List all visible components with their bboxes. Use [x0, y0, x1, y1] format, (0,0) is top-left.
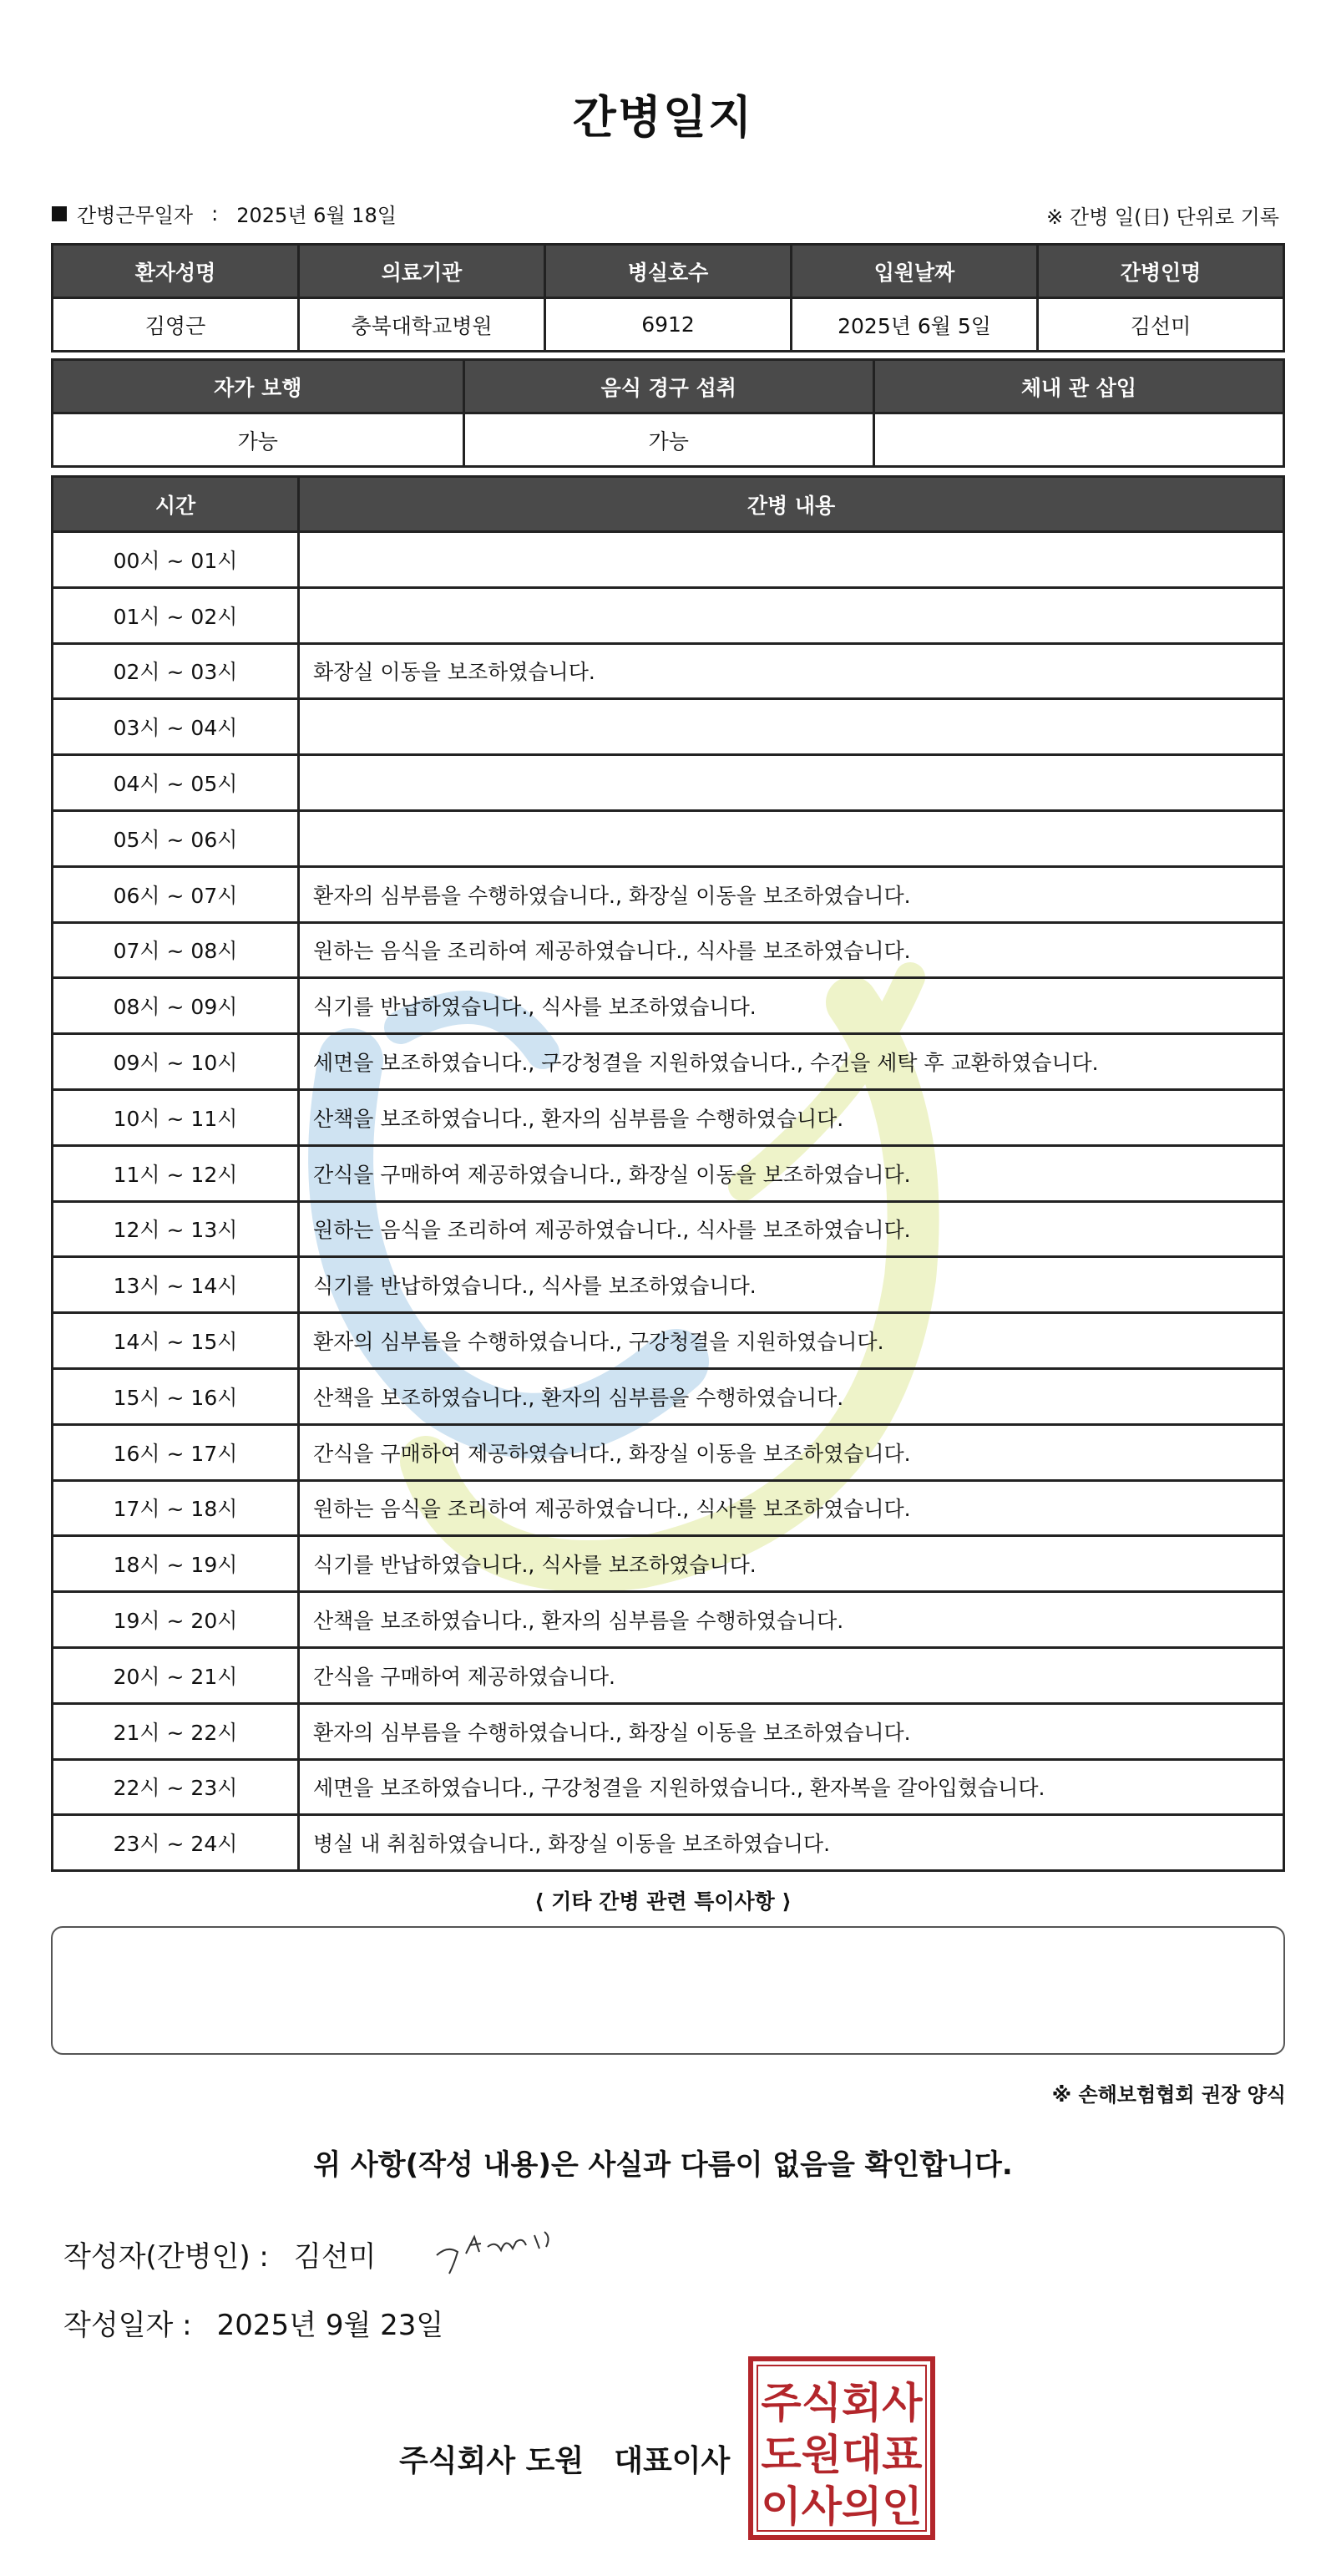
time-slot: 02시 ~ 03시 — [53, 643, 299, 699]
header-care-content: 간병 내용 — [299, 477, 1284, 532]
table-row — [53, 1368, 1284, 1424]
patient-info-table — [51, 243, 1285, 352]
time-slot: 05시 ~ 06시 — [53, 810, 299, 866]
written-date-label: 작성일자 : — [63, 2309, 192, 2342]
care-content: 병실 내 취침하였습니다., 화장실 이동을 보조하였습니다. — [299, 1815, 1284, 1871]
seal-line-2: 도원대표 — [761, 2431, 923, 2479]
care-content: 간식을 구매하여 제공하였습니다., 화장실 이동을 보조하였습니다. — [299, 1145, 1284, 1201]
work-date-row — [52, 199, 397, 228]
table-row — [53, 1201, 1284, 1257]
bullet-square-icon — [52, 206, 67, 221]
table-row — [53, 1759, 1284, 1815]
table-row — [53, 1145, 1284, 1201]
time-slot: 18시 ~ 19시 — [53, 1536, 299, 1592]
care-content: 산책을 보조하였습니다., 환자의 심부름을 수행하였습니다. — [299, 1089, 1284, 1145]
care-content: 원하는 음식을 조리하여 제공하였습니다., 식사를 보조하였습니다. — [299, 922, 1284, 978]
care-content: 식기를 반납하였습니다., 식사를 보조하였습니다. — [299, 1257, 1284, 1313]
table-row — [53, 978, 1284, 1034]
time-slot: 20시 ~ 21시 — [53, 1647, 299, 1703]
care-content: 식기를 반납하였습니다., 식사를 보조하였습니다. — [299, 978, 1284, 1034]
care-content: 식기를 반납하였습니다., 식사를 보조하였습니다. — [299, 1536, 1284, 1592]
table-row — [53, 587, 1284, 643]
table-row — [53, 1815, 1284, 1871]
seal-line-3: 이사의인 — [761, 2482, 923, 2531]
confirmation-statement: 위 사항(작성 내용)은 사실과 다름이 없음을 확인합니다. — [313, 2148, 1013, 2182]
table-row — [53, 1703, 1284, 1759]
table-row — [53, 1424, 1284, 1480]
table-row — [53, 1647, 1284, 1703]
time-slot: 08시 ~ 09시 — [53, 978, 299, 1034]
care-content — [299, 532, 1284, 588]
time-slot: 22시 ~ 23시 — [53, 1759, 299, 1815]
care-content: 화장실 이동을 보조하였습니다. — [299, 643, 1284, 699]
care-content — [299, 755, 1284, 811]
company-role: 대표이사 — [614, 2444, 731, 2478]
time-slot: 10시 ~ 11시 — [53, 1089, 299, 1145]
table-row — [53, 1034, 1284, 1090]
oral-intake-value: 가능 — [463, 413, 873, 467]
time-slot: 03시 ~ 04시 — [53, 699, 299, 755]
time-slot: 21시 ~ 22시 — [53, 1703, 299, 1759]
care-content: 원하는 음식을 조리하여 제공하였습니다., 식사를 보조하였습니다. — [299, 1201, 1284, 1257]
caregiver-name-value: 김선미 — [1038, 298, 1284, 352]
work-date-separator: : — [211, 201, 219, 226]
special-notes-box — [51, 1926, 1285, 2055]
seal-line-1: 주식회사 — [761, 2379, 923, 2427]
care-content — [299, 810, 1284, 866]
hospital-value: 충북대학교병원 — [299, 298, 545, 352]
header-hospital: 의료기관 — [299, 245, 545, 298]
self-walking-value: 가능 — [53, 413, 464, 467]
table-row — [53, 643, 1284, 699]
work-date-value: 2025년 6월 18일 — [236, 204, 397, 227]
time-slot: 14시 ~ 15시 — [53, 1313, 299, 1369]
care-content: 원하는 음식을 조리하여 제공하였습니다., 식사를 보조하였습니다. — [299, 1480, 1284, 1536]
handwritten-signature — [433, 2212, 574, 2279]
time-slot: 15시 ~ 16시 — [53, 1368, 299, 1424]
table-row — [53, 1480, 1284, 1536]
header-admission-date: 입원날짜 — [792, 245, 1038, 298]
company-seal-stamp — [747, 2355, 936, 2541]
table-row — [53, 532, 1284, 588]
care-content: 세면을 보조하였습니다., 구강청결을 지원하였습니다., 수건을 세탁 후 교환하였습니다. — [299, 1034, 1284, 1090]
care-content — [299, 699, 1284, 755]
written-date-row — [63, 2302, 443, 2343]
header-caregiver-name: 간병인명 — [1038, 245, 1284, 298]
writer-label: 작성자(간병인) : — [63, 2240, 269, 2274]
admission-date-value: 2025년 6월 5일 — [792, 298, 1038, 352]
table-row — [53, 1592, 1284, 1648]
time-slot: 16시 ~ 17시 — [53, 1424, 299, 1480]
time-slot: 11시 ~ 12시 — [53, 1145, 299, 1201]
table-row — [53, 755, 1284, 811]
care-content: 환자의 심부름을 수행하였습니다., 화장실 이동을 보조하였습니다. — [299, 1703, 1284, 1759]
header-tube-insertion: 체내 관 삽입 — [873, 360, 1283, 413]
care-content: 환자의 심부름을 수행하였습니다., 화장실 이동을 보조하였습니다. — [299, 866, 1284, 922]
time-slot: 04시 ~ 05시 — [53, 755, 299, 811]
time-slot: 07시 ~ 08시 — [53, 922, 299, 978]
company-signature-line — [399, 2437, 730, 2480]
care-content: 세면을 보조하였습니다., 구강청결을 지원하였습니다., 환자복을 갈아입혔습니다. — [299, 1759, 1284, 1815]
time-slot: 12시 ~ 13시 — [53, 1201, 299, 1257]
time-slot: 09시 ~ 10시 — [53, 1034, 299, 1090]
recommended-form-note: ※ 손해보험협회 권장 양식 — [1051, 2083, 1286, 2107]
header-patient-name: 환자성명 — [53, 245, 299, 298]
writer-row — [63, 2234, 376, 2274]
table-row — [53, 1536, 1284, 1592]
time-slot: 23시 ~ 24시 — [53, 1815, 299, 1871]
header-oral-intake: 음식 경구 섭취 — [463, 360, 873, 413]
table-row — [53, 1257, 1284, 1313]
care-content: 간식을 구매하여 제공하였습니다. — [299, 1647, 1284, 1703]
time-slot: 13시 ~ 14시 — [53, 1257, 299, 1313]
table-row — [53, 810, 1284, 866]
table-row — [53, 866, 1284, 922]
table-row — [53, 1313, 1284, 1369]
header-room-number: 병실호수 — [545, 245, 792, 298]
care-content: 산책을 보조하였습니다., 환자의 심부름을 수행하였습니다. — [299, 1368, 1284, 1424]
care-content: 환자의 심부름을 수행하였습니다., 구강청결을 지원하였습니다. — [299, 1313, 1284, 1369]
care-log-table — [51, 475, 1285, 1872]
patient-status-table — [51, 358, 1285, 468]
time-slot: 17시 ~ 18시 — [53, 1480, 299, 1536]
written-date-value: 2025년 9월 23일 — [216, 2309, 444, 2342]
time-slot: 00시 ~ 01시 — [53, 532, 299, 588]
time-slot: 19시 ~ 20시 — [53, 1592, 299, 1648]
time-slot: 06시 ~ 07시 — [53, 866, 299, 922]
work-date-label: 간병근무일자 — [77, 204, 194, 227]
table-row — [53, 699, 1284, 755]
header-self-walking: 자가 보행 — [53, 360, 464, 413]
tube-insertion-value — [873, 413, 1283, 467]
page-title: 간병일지 — [572, 91, 754, 144]
time-slot: 01시 ~ 02시 — [53, 587, 299, 643]
care-content: 산책을 보조하였습니다., 환자의 심부름을 수행하였습니다. — [299, 1592, 1284, 1648]
care-content — [299, 587, 1284, 643]
company-name: 주식회사 도원 — [399, 2444, 585, 2478]
record-unit-note: ※ 간병 일(日) 단위로 기록 — [1046, 205, 1279, 229]
writer-name: 김선미 — [293, 2240, 377, 2274]
table-row — [53, 922, 1284, 978]
patient-name-value: 김영근 — [53, 298, 299, 352]
special-notes-title: ⟨ 기타 간병 관련 특이사항 ⟩ — [534, 1889, 792, 1914]
header-time: 시간 — [53, 477, 299, 532]
room-number-value: 6912 — [545, 298, 792, 352]
table-row — [53, 1089, 1284, 1145]
care-content: 간식을 구매하여 제공하였습니다., 화장실 이동을 보조하였습니다. — [299, 1424, 1284, 1480]
